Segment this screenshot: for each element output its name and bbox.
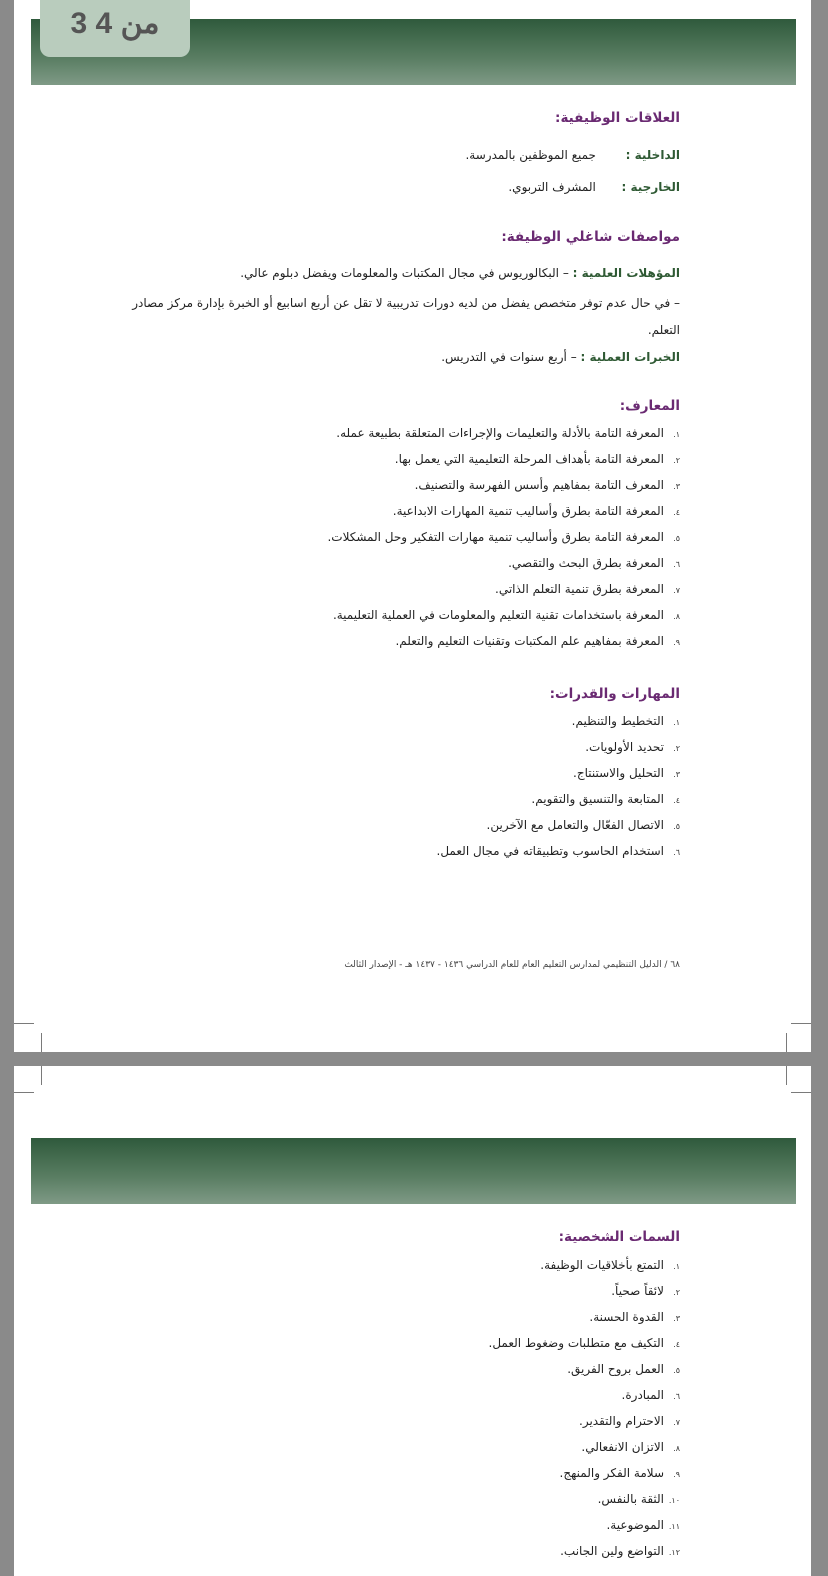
list-item	[487, 818, 680, 832]
list-item	[573, 766, 680, 780]
list-item-number: ٦.	[673, 560, 680, 569]
list-item	[589, 1310, 680, 1324]
list-item-number: ٩.	[673, 1470, 680, 1479]
list-item	[336, 426, 680, 440]
list-item	[572, 714, 680, 728]
traits-heading: السمات الشخصية:	[558, 1229, 680, 1245]
list-item-number: ٤.	[673, 1340, 680, 1349]
list-item-number: ٤.	[673, 508, 680, 517]
list-item-number: ٦.	[673, 848, 680, 857]
list-item-text: المبادرة.	[621, 1388, 664, 1402]
skills-heading: المهارات والقدرات:	[549, 686, 680, 702]
list-item-number: ٣.	[673, 1314, 680, 1323]
internal-relation	[465, 148, 680, 162]
list-item-text: استخدام الحاسوب وتطبيقاته في مجال العمل.	[436, 844, 664, 858]
list-item-number: ٧.	[673, 586, 680, 595]
list-item-number: ٢.	[673, 456, 680, 465]
list-item	[393, 504, 680, 518]
list-item-number: ٥.	[673, 822, 680, 831]
list-item-text: المعرفة التامة بأهداف المرحلة التعليمية التي يعمل بها.	[394, 452, 664, 466]
list-item-text: المعرفة التامة بطرق وأساليب تنمية المهارات الابداعية.	[392, 504, 664, 518]
list-item-text: القدوة الحسنة.	[589, 1310, 664, 1324]
list-item	[560, 1466, 680, 1480]
list-item-text: التكيف مع متطلبات وضغوط العمل.	[488, 1336, 664, 1350]
list-item	[415, 478, 680, 492]
list-item-number: ٨.	[673, 612, 680, 621]
knowledge-heading: المعارف:	[619, 398, 680, 414]
crop-mark	[41, 1033, 42, 1052]
crop-mark	[14, 1023, 34, 1024]
list-item-text: المعرفة بطرق تنمية التعلم الذاتي.	[495, 582, 664, 596]
crop-mark	[791, 1023, 811, 1024]
list-item-text: المعرفة التامة بطرق وأساليب تنمية مهارات التفكير وحل المشكلات.	[327, 530, 664, 544]
list-item-text: المعرفة باستخدامات تقنية التعليم والمعلومات في العملية التعليمية.	[332, 608, 664, 622]
list-item-number: ٤.	[673, 796, 680, 805]
header-band	[31, 1138, 796, 1204]
external-value: المشرف التربوي.	[508, 180, 596, 194]
list-item-text: المعرفة التامة بالأدلة والتعليمات والإجراءات المتعلقة بطبيعة عمله.	[336, 426, 664, 440]
list-item-number: ٥.	[673, 534, 680, 543]
qual-line1: – البكالوريوس في مجال المكتبات والمعلومات ويفضل دبلوم عالي.	[240, 266, 569, 280]
crop-mark	[786, 1066, 787, 1085]
list-item	[508, 556, 680, 570]
list-item-number: ١٠.	[668, 1496, 680, 1505]
list-item	[622, 1388, 680, 1402]
list-item-text: الاتزان الانفعالي.	[581, 1440, 664, 1454]
list-item	[395, 452, 680, 466]
list-item-text: التواضع ولين الجانب.	[560, 1544, 664, 1558]
exp-value: – أربع سنوات في التدريس.	[441, 350, 577, 364]
list-item-text: المتابعة والتنسيق والتقويم.	[531, 792, 664, 806]
qualifications	[240, 266, 680, 280]
list-item-number: ٢.	[673, 1288, 680, 1297]
list-item-number: ٥.	[673, 1366, 680, 1375]
list-item-number: ١.	[673, 430, 680, 439]
list-item-text: لائقاً صحياً.	[611, 1284, 664, 1298]
specs-heading: مواصفات شاغلي الوظيفة:	[501, 229, 680, 245]
list-item-number: ٣.	[673, 482, 680, 491]
exp-label: الخبرات العملية :	[580, 350, 680, 364]
list-item-text: التخطيط والتنظيم.	[571, 714, 664, 728]
list-item-text: الاحترام والتقدير.	[579, 1414, 664, 1428]
list-item-text: المعرف التامة بمفاهيم وأسس الفهرسة والتصنيف.	[414, 478, 664, 492]
list-item-number: ٧.	[673, 1418, 680, 1427]
list-item	[567, 1362, 680, 1376]
relations-heading: العلاقات الوظيفية:	[555, 110, 680, 126]
page-counter-badge: 3 من 4	[40, 0, 190, 57]
list-item	[581, 1440, 680, 1454]
list-item-number: ١٢.	[668, 1548, 680, 1557]
list-item-text: سلامة الفكر والمنهج.	[559, 1466, 664, 1480]
experience	[441, 350, 680, 364]
qual-label: المؤهلات العلمية :	[572, 266, 680, 280]
internal-label: الداخلية :	[625, 148, 680, 162]
list-item-number: ١.	[673, 1262, 680, 1271]
list-item-number: ٩.	[673, 638, 680, 647]
list-item-text: العمل بروح الفريق.	[567, 1362, 664, 1376]
document-page-2	[14, 1066, 811, 1576]
list-item-text: التحليل والاستنتاج.	[573, 766, 664, 780]
list-item-number: ١١.	[668, 1522, 680, 1531]
list-item	[437, 844, 680, 858]
list-item	[560, 1544, 680, 1558]
external-relation	[508, 180, 680, 194]
list-item-text: تحديد الأولويات.	[585, 740, 664, 754]
list-item	[395, 634, 680, 648]
page-footer: ٦٨ / الدليل التنظيمي لمدارس التعليم العام للعام الدراسي ١٤٣٦ - ١٤٣٧ هـ - الإصدار الثالث	[344, 960, 680, 970]
list-item-number: ٢.	[673, 744, 680, 753]
list-item-number: ٨.	[673, 1444, 680, 1453]
crop-mark	[14, 1092, 34, 1093]
external-label: الخارجية :	[621, 180, 680, 194]
list-item	[327, 530, 680, 544]
list-item	[531, 792, 680, 806]
crop-mark	[786, 1033, 787, 1052]
list-item	[579, 1414, 680, 1428]
list-item-number: ١.	[673, 718, 680, 727]
list-item	[598, 1492, 680, 1506]
list-item-text: الثقة بالنفس.	[597, 1492, 664, 1506]
crop-mark	[41, 1066, 42, 1085]
list-item-number: ٦.	[673, 1392, 680, 1401]
list-item-text: التمتع بأخلاقيات الوظيفة.	[540, 1258, 664, 1272]
list-item	[611, 1284, 680, 1298]
list-item	[495, 582, 680, 596]
qual-line2: – في حال عدم توفر متخصص يفضل من لديه دورات تدريبية لا تقل عن أربع اسابيع أو الخبرة بإدارة مركز مصادر التعلم.	[132, 296, 680, 337]
list-item	[606, 1518, 680, 1532]
list-item	[489, 1336, 680, 1350]
list-item	[333, 608, 680, 622]
list-item-text: الموضوعية.	[606, 1518, 664, 1532]
internal-value: جميع الموظفين بالمدرسة.	[465, 148, 596, 162]
list-item	[585, 740, 680, 754]
list-item-text: المعرفة بمفاهيم علم المكتبات وتقنيات التعليم والتعلم.	[395, 634, 664, 648]
document-page-1	[14, 0, 811, 1052]
crop-mark	[791, 1092, 811, 1093]
list-item	[540, 1258, 680, 1272]
list-item-text: الاتصال الفعّال والتعامل مع الآخرين.	[486, 818, 664, 832]
list-item-number: ٣.	[673, 770, 680, 779]
list-item-text: المعرفة بطرق البحث والتقصي.	[508, 556, 664, 570]
